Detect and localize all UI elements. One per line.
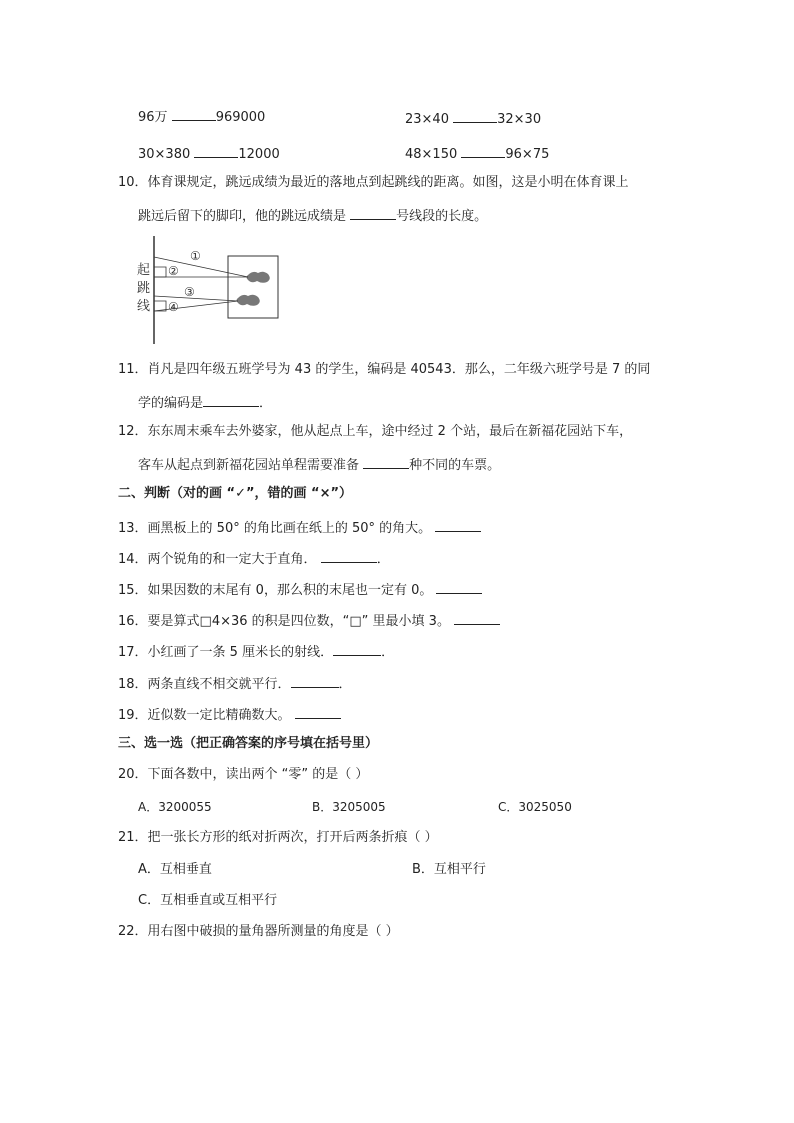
- q19: 19．近似数一定比精确数大。: [118, 704, 341, 725]
- q13: 13．画黑板上的 50° 的角比画在纸上的 50° 的角大。: [118, 517, 481, 538]
- answer-blank[interactable]: [321, 548, 377, 563]
- answer-blank[interactable]: [436, 579, 482, 594]
- answer-blank[interactable]: [350, 205, 396, 220]
- q16: 16．要是算式□4×36 的积是四位数，“□” 里最小填 3。: [118, 610, 500, 631]
- answer-blank[interactable]: [291, 673, 339, 688]
- section-2-title: 二、判断（对的画 “✓”，错的画 “×”）: [118, 486, 353, 501]
- compare-r1-a: 96万 969000: [138, 106, 265, 127]
- section-3-title: 三、选一选（把正确答案的序号填在括号里）: [118, 736, 379, 751]
- answer-blank[interactable]: [172, 106, 216, 121]
- answer-blank[interactable]: [203, 392, 259, 407]
- q20-stem: 20．下面各数中，读出两个 “零” 的是（ ）: [118, 767, 369, 782]
- answer-blank[interactable]: [435, 517, 481, 532]
- compare-r1-b: 23×40 32×30: [405, 108, 541, 129]
- q21-option-a[interactable]: A．互相垂直: [138, 862, 212, 877]
- answer-blank[interactable]: [453, 108, 497, 123]
- compare-r2-b: 48×150 96×75: [405, 143, 549, 164]
- landing-box: [228, 256, 278, 318]
- q11-line2: 学的编码是 ．: [138, 392, 272, 413]
- footprint-1: [247, 272, 270, 283]
- q20-option-b[interactable]: B．3205005: [312, 800, 386, 814]
- q14: 14．两个锐角的和一定大于直角． ．: [118, 548, 390, 569]
- mark-2: ②: [168, 264, 179, 278]
- answer-blank[interactable]: [333, 641, 381, 656]
- q15: 15．如果因数的末尾有 0，那么积的末尾也一定有 0。: [118, 579, 482, 600]
- mark-4: ④: [168, 300, 179, 314]
- mark-3: ③: [184, 285, 195, 299]
- mark-1: ①: [190, 249, 201, 263]
- answer-blank[interactable]: [454, 610, 500, 625]
- q11-line1: 11．肖凡是四年级五班学号为 43 的学生，编码是 40543．那么，二年级六班学号是 7 的同: [118, 362, 651, 377]
- segment-4: [154, 301, 238, 311]
- q20-option-c[interactable]: C．3025050: [498, 800, 572, 814]
- q10-line2: 跳远后留下的脚印，他的跳远成绩是 号线段的长度。: [138, 205, 487, 226]
- q12-line1: 12．东东周末乘车去外婆家，他从起点上车，途中经过 2 个站，最后在新福花园站下车，: [118, 424, 633, 439]
- label-char-1: 起: [137, 263, 151, 278]
- compare-r2-a: 30×380 12000: [138, 143, 280, 164]
- answer-blank[interactable]: [295, 704, 341, 719]
- q21-stem: 21．把一张长方形的纸对折两次，打开后两条折痕（ ）: [118, 830, 438, 845]
- q20-option-a[interactable]: A．3200055: [138, 800, 212, 814]
- q21-option-b[interactable]: B．互相平行: [412, 862, 486, 877]
- long-jump-figure: [134, 234, 284, 348]
- answer-blank[interactable]: [194, 143, 238, 158]
- footprint-2: [237, 295, 260, 306]
- right-angle-2: [154, 267, 166, 277]
- q12-line2: 客车从起点到新福花园站单程需要准备 种不同的车票。: [138, 454, 500, 475]
- q18: 18．两条直线不相交就平行． ．: [118, 673, 352, 694]
- label-char-3: 线: [137, 299, 151, 314]
- segment-3: [154, 296, 238, 301]
- q21-option-c[interactable]: C．互相垂直或互相平行: [138, 893, 278, 908]
- q17: 17．小红画了一条 5 厘米长的射线． ．: [118, 641, 394, 662]
- answer-blank[interactable]: [363, 454, 409, 469]
- answer-blank[interactable]: [461, 143, 505, 158]
- q10-line1: 10．体育课规定，跳远成绩为最近的落地点到起跳线的距离。如图，这是小明在体育课上: [118, 175, 629, 190]
- q22-stem: 22．用右图中破损的量角器所测量的角度是（ ）: [118, 924, 399, 939]
- label-char-2: 跳: [137, 281, 151, 296]
